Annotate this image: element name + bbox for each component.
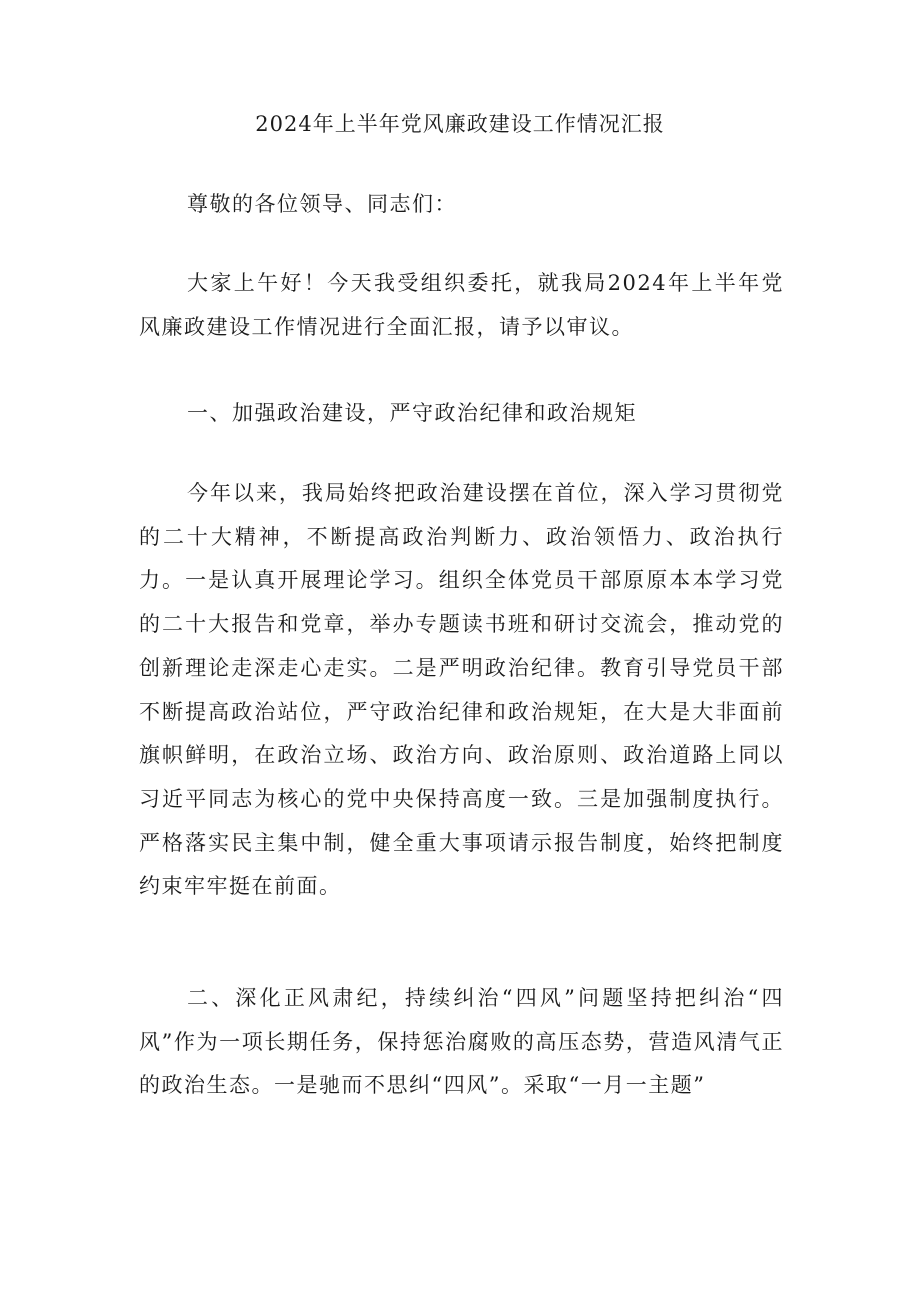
intro-paragraph: 大家上午好！今天我受组织委托，就我局2024年上半年党风廉政建设工作情况进行全面汇报，请予以审议。 — [139, 271, 784, 339]
document-title: 2024年上半年党风廉政建设工作情况汇报 — [255, 112, 665, 136]
section-2-paragraph: 二、深化正风肃纪，持续纠治“四风”问题坚持把纠治“四风”作为一项长期任务，保持惩治腐败的高压态势，营造风清气正的政治生态。一是驰而不思纠“四风”。采取“一月一主题” — [139, 986, 784, 1098]
greeting: 尊敬的各位领导、同志们： — [187, 192, 457, 216]
section-1-heading: 一、加强政治建设，严守政治纪律和政治规矩 — [187, 401, 637, 425]
section-1-body: 今年以来，我局始终把政治建设摆在首位，深入学习贯彻党的二十大精神，不断提高政治判断力、政治领悟力、政治执行力。一是认真开展理论学习。组织全体党员干部原原本本学习党的二十大报告和党章，举办专题读书班和研讨交流会，推动党的创新理论走深走心走实。二是严明政治纪律。教育引导党员干部不断提高政治站位，严守政治纪律和政治规矩，在大是大非面前旗帜鲜明，在政治立场、政治方向、政治原则、政治道路上同以习近平同志为核心的党中央保持高度一致。三是加强制度执行。严格落实民主集中制，健全重大事项请示报告制度，始终把制度约束牢牢挺在前面。 — [139, 481, 784, 899]
